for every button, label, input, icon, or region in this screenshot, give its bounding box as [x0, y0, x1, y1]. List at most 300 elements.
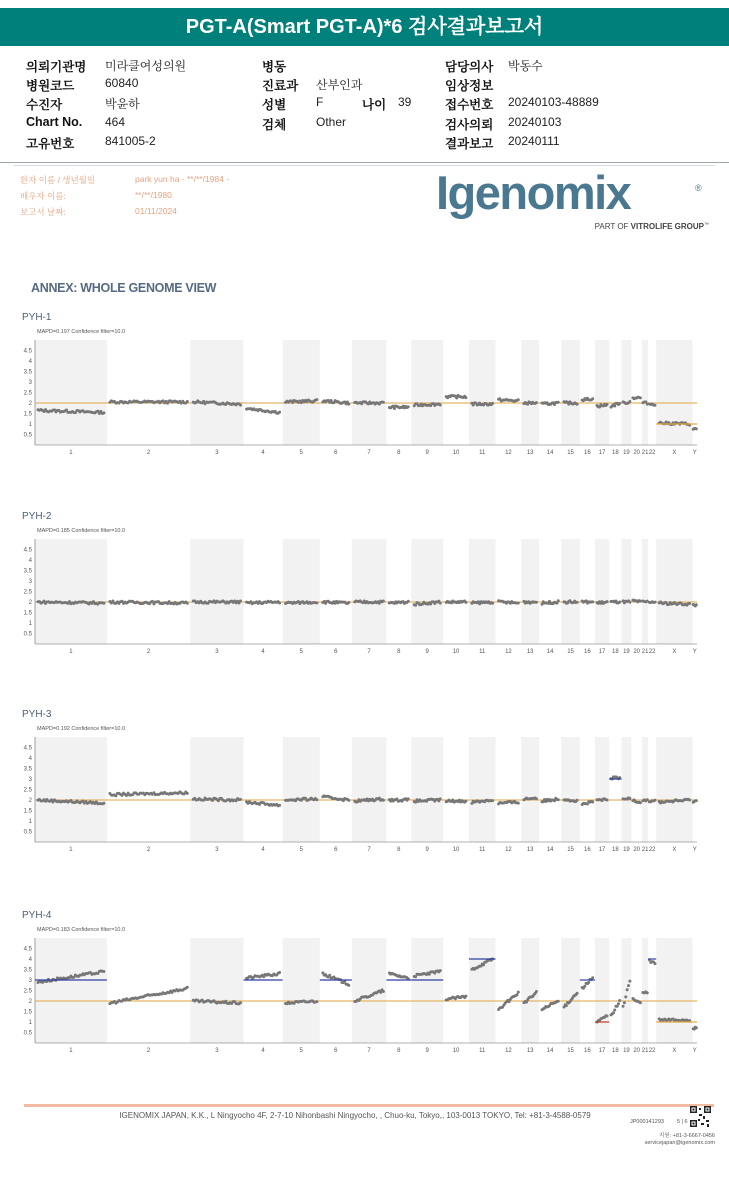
x-tick-label-7: 7 — [367, 847, 371, 853]
points-chr-22 — [648, 600, 657, 604]
x-tick-label-14: 14 — [546, 649, 554, 655]
data-point — [482, 963, 485, 966]
data-point — [557, 798, 560, 801]
y-tick-label: 1.5 — [23, 808, 32, 815]
spouse-name-value: **/**/1980 — [135, 190, 172, 200]
y-tick-label: 1.5 — [23, 610, 32, 617]
data-point — [347, 799, 350, 802]
points-chr-12 — [497, 800, 520, 806]
chromosome-band-X — [656, 938, 692, 1043]
x-tick-label-10: 10 — [452, 450, 460, 456]
x-tick-label-11: 11 — [479, 847, 486, 853]
data-point — [653, 799, 656, 802]
chromosome-band-21 — [642, 737, 648, 842]
data-point — [646, 798, 649, 801]
data-point — [439, 797, 442, 800]
x-tick-label-22: 22 — [648, 1048, 656, 1054]
data-point — [565, 1004, 568, 1007]
data-point — [618, 999, 621, 1002]
x-tick-label-10: 10 — [452, 649, 460, 655]
data-point — [688, 799, 691, 802]
points-chr-Y — [692, 427, 698, 431]
chromosome-band-5 — [283, 938, 320, 1043]
data-point — [382, 990, 385, 993]
points-chr-22 — [648, 799, 657, 804]
chromosome-band-21 — [642, 938, 648, 1043]
chromosome-band-9 — [411, 938, 443, 1043]
chromosome-band-9 — [411, 539, 443, 644]
data-point — [328, 974, 331, 977]
points-chr-4 — [245, 971, 281, 980]
y-tick-label: 1.5 — [23, 411, 32, 418]
chromosome-band-19 — [622, 737, 632, 842]
x-tick-label-20: 20 — [633, 450, 641, 456]
footer-email[interactable]: servicejapan@igenomix.com — [644, 1140, 715, 1146]
data-point — [114, 794, 117, 797]
x-tick-label-6: 6 — [334, 450, 338, 456]
points-chr-Y — [692, 1026, 698, 1031]
x-tick-label-21: 21 — [641, 1048, 649, 1054]
points-chr-10 — [445, 599, 468, 604]
x-tick-label-7: 7 — [367, 450, 371, 456]
y-tick-label: 2.5 — [23, 787, 32, 794]
x-tick-label-13: 13 — [526, 847, 534, 853]
chromosome-band-1 — [35, 340, 107, 445]
data-point — [517, 601, 520, 604]
x-tick-label-14: 14 — [546, 450, 554, 456]
y-tick-label: 0.5 — [23, 1030, 32, 1037]
label-patient: 수진자 — [26, 98, 63, 112]
points-chr-8 — [388, 600, 410, 605]
data-point — [186, 400, 189, 403]
points-chr-16 — [581, 976, 595, 989]
chromosome-band-19 — [622, 340, 632, 445]
data-point — [591, 800, 594, 803]
y-tick-label: 4.5 — [23, 348, 32, 355]
data-point — [439, 404, 442, 407]
data-point — [535, 401, 538, 404]
y-tick-label: 2.5 — [23, 589, 32, 596]
y-tick-label: 3.5 — [23, 766, 32, 773]
data-point — [646, 991, 649, 994]
points-chr-20 — [631, 599, 641, 604]
x-tick-label-5: 5 — [299, 1048, 303, 1054]
chromosome-band-17 — [595, 737, 609, 842]
chromosome-band-9 — [411, 340, 443, 445]
data-point — [278, 971, 281, 974]
data-point — [653, 601, 656, 604]
x-tick-label-15: 15 — [567, 450, 574, 456]
data-point — [278, 602, 281, 605]
x-tick-label-2: 2 — [146, 847, 151, 853]
x-tick-label-X: X — [672, 649, 677, 655]
data-point — [186, 986, 189, 989]
chromosome-band-1 — [35, 539, 107, 644]
data-point — [576, 992, 579, 995]
x-tick-label-7: 7 — [367, 649, 371, 655]
footer-tel: 지원: +81-3-6667-0456 — [658, 1133, 715, 1139]
genome-chart-pyh-4 — [0, 904, 729, 1074]
points-chr-10 — [445, 394, 468, 400]
x-tick-label-14: 14 — [546, 1048, 554, 1054]
data-point — [414, 604, 417, 607]
data-point — [628, 601, 631, 604]
x-tick-label-22: 22 — [648, 847, 656, 853]
value-unique-id: 841005-2 — [105, 134, 156, 148]
y-tick-label: 2 — [28, 798, 32, 804]
data-point — [628, 980, 631, 983]
data-point — [622, 1005, 625, 1008]
x-tick-label-15: 15 — [567, 649, 574, 655]
data-point — [591, 600, 594, 603]
x-tick-label-11: 11 — [479, 1048, 486, 1054]
report-date-label: 보고서 날짜: — [20, 207, 66, 217]
label-request-date: 검사의뢰 — [445, 118, 494, 132]
data-point — [407, 797, 410, 800]
label-institution: 의뢰기관명 — [26, 60, 87, 74]
patient-info-table — [0, 54, 729, 152]
data-point — [239, 1001, 242, 1004]
chromosome-band-5 — [283, 340, 320, 445]
data-point — [628, 400, 631, 403]
points-chr-16 — [581, 800, 595, 806]
data-point — [517, 802, 520, 805]
x-tick-label-X: X — [672, 847, 677, 853]
section-divider-thin — [14, 165, 715, 166]
x-tick-label-14: 14 — [546, 847, 554, 853]
data-point — [626, 988, 629, 991]
x-tick-label-15: 15 — [567, 1048, 574, 1054]
y-tick-label: 0.5 — [23, 631, 32, 638]
genome-chart-pyh-2 — [0, 505, 729, 675]
x-tick-label-9: 9 — [425, 1048, 429, 1054]
points-chr-10 — [445, 995, 468, 1002]
data-point — [628, 797, 631, 800]
x-tick-label-11: 11 — [479, 450, 486, 456]
chromosome-band-7 — [352, 340, 387, 445]
x-tick-label-18: 18 — [612, 450, 619, 456]
y-tick-label: 2.5 — [23, 988, 32, 995]
label-unique-id: 고유번호 — [26, 137, 75, 151]
data-point — [464, 799, 467, 802]
x-tick-label-3: 3 — [215, 450, 219, 456]
x-tick-label-16: 16 — [584, 1048, 591, 1054]
data-point — [613, 404, 616, 407]
data-point — [102, 802, 105, 805]
data-point — [557, 599, 560, 602]
x-tick-label-4: 4 — [261, 1048, 265, 1054]
points-chr-10 — [445, 798, 468, 803]
spouse-name-label: 배우자 이름: — [20, 191, 66, 201]
chromosome-band-19 — [622, 539, 632, 644]
value-specimen: Other — [316, 115, 347, 129]
x-tick-label-16: 16 — [584, 450, 591, 456]
data-point — [606, 1015, 609, 1018]
x-tick-label-X: X — [672, 1048, 677, 1054]
points-chr-2 — [108, 790, 188, 797]
data-point — [515, 993, 518, 996]
value-institution: 미라클여성의원 — [105, 59, 187, 73]
data-point — [347, 601, 350, 604]
y-tick-label: 0.5 — [23, 829, 32, 836]
chromosome-band-X — [656, 340, 692, 445]
chromosome-band-1 — [35, 938, 107, 1043]
data-point — [606, 799, 609, 802]
igenomix-logo — [436, 172, 716, 232]
points-chr-16 — [581, 599, 595, 604]
data-point — [315, 602, 318, 605]
logo-tagline: PART OF VITROLIFE GROUP™ — [594, 222, 709, 231]
data-point — [315, 1000, 318, 1003]
label-chart-no: Chart No. — [26, 115, 83, 129]
data-point — [278, 804, 281, 807]
chromosome-band-3 — [190, 340, 243, 445]
sample-title: PYH-3 — [22, 709, 52, 720]
x-tick-label-Y: Y — [692, 450, 697, 456]
data-point — [606, 600, 609, 603]
chromosome-band-3 — [190, 737, 243, 842]
mapd-label: MAPD=0.197 Confidence filter=10.0 — [37, 329, 126, 335]
x-tick-label-12: 12 — [505, 847, 512, 853]
chromosome-band-17 — [595, 539, 609, 644]
chromosome-band-13 — [521, 539, 539, 644]
chromosome-band-1 — [35, 737, 107, 842]
data-point — [439, 602, 442, 605]
data-point — [535, 990, 538, 993]
value-chart-no: 464 — [105, 115, 126, 129]
y-tick-label: 4.5 — [23, 547, 32, 554]
x-tick-label-7: 7 — [367, 1048, 371, 1054]
genome-chart-pyh-3 — [0, 703, 729, 873]
data-point — [695, 799, 698, 802]
data-point — [576, 799, 579, 802]
x-tick-label-6: 6 — [334, 649, 338, 655]
data-point — [612, 1011, 615, 1014]
x-tick-label-16: 16 — [584, 649, 591, 655]
x-tick-label-21: 21 — [641, 649, 649, 655]
qr-code-icon — [690, 1106, 711, 1127]
data-point — [315, 798, 318, 801]
data-point — [557, 1000, 560, 1003]
x-tick-label-11: 11 — [479, 649, 486, 655]
data-point — [239, 404, 242, 407]
points-chr-18 — [610, 775, 622, 780]
points-chr-8 — [388, 797, 410, 802]
mapd-label: MAPD=0.185 Confidence filter=10.0 — [37, 528, 126, 534]
points-chr-18 — [610, 999, 622, 1016]
chromosome-band-15 — [561, 340, 580, 445]
chromosome-band-21 — [642, 340, 648, 445]
x-tick-label-19: 19 — [623, 450, 630, 456]
x-tick-label-17: 17 — [598, 450, 606, 456]
patient-name-label: 환자 이름 / 생년월일 — [20, 175, 96, 185]
data-point — [491, 402, 494, 405]
value-hospital-code: 60840 — [105, 76, 139, 90]
x-tick-label-3: 3 — [215, 847, 219, 853]
points-chr-8 — [388, 405, 410, 410]
y-tick-label: 4 — [28, 558, 32, 564]
chromosome-band-11 — [469, 737, 496, 842]
x-tick-label-20: 20 — [633, 649, 641, 655]
chromosome-band-15 — [561, 938, 580, 1043]
chromosome-band-5 — [283, 539, 320, 644]
chromosome-band-3 — [190, 938, 243, 1043]
y-tick-label: 1 — [28, 819, 32, 825]
value-patient: 박윤하 — [105, 97, 140, 111]
data-point — [591, 397, 594, 400]
sample-title: PYH-4 — [22, 910, 52, 921]
label-hospital-code: 병원코드 — [26, 79, 75, 93]
x-tick-label-18: 18 — [612, 649, 619, 655]
x-tick-label-X: X — [672, 450, 677, 456]
points-chr-4 — [245, 600, 281, 605]
chromosome-band-X — [656, 539, 692, 644]
x-tick-label-1: 1 — [69, 1048, 73, 1054]
y-tick-label: 3 — [28, 978, 32, 984]
x-tick-label-6: 6 — [334, 1048, 338, 1054]
chromosome-band-11 — [469, 340, 496, 445]
x-tick-label-8: 8 — [397, 1048, 401, 1054]
y-tick-label: 4 — [28, 756, 32, 762]
x-tick-label-1: 1 — [69, 847, 73, 853]
x-tick-label-2: 2 — [146, 649, 151, 655]
x-tick-label-1: 1 — [69, 450, 73, 456]
logo-registered-mark: ® — [695, 183, 702, 193]
y-tick-label: 1 — [28, 422, 32, 428]
chromosome-band-15 — [561, 539, 580, 644]
x-tick-label-10: 10 — [452, 847, 460, 853]
points-chr-14 — [541, 797, 560, 804]
x-tick-label-2: 2 — [146, 450, 151, 456]
data-point — [695, 603, 698, 606]
label-accession-no: 접수번호 — [445, 98, 494, 112]
y-tick-label: 0.5 — [23, 432, 32, 439]
y-tick-label: 2 — [28, 401, 32, 407]
chromosome-band-7 — [352, 539, 387, 644]
data-point — [102, 970, 105, 973]
chromosome-band-13 — [521, 340, 539, 445]
x-tick-label-20: 20 — [633, 847, 641, 853]
data-point — [347, 403, 350, 406]
x-tick-label-17: 17 — [598, 649, 606, 655]
sample-title: PYH-2 — [22, 511, 52, 522]
x-tick-label-22: 22 — [648, 649, 656, 655]
chromosome-band-15 — [561, 737, 580, 842]
y-tick-label: 3.5 — [23, 568, 32, 575]
logo-wordmark: Igenomix — [436, 172, 631, 219]
x-tick-label-4: 4 — [261, 649, 265, 655]
label-doctor: 담당의사 — [445, 60, 494, 74]
x-tick-label-5: 5 — [299, 649, 303, 655]
points-chr-6 — [321, 600, 350, 605]
x-tick-label-16: 16 — [584, 847, 591, 853]
data-point — [623, 1001, 626, 1004]
x-tick-label-17: 17 — [598, 1048, 606, 1054]
x-tick-label-5: 5 — [299, 847, 303, 853]
label-clinical-info: 임상정보 — [445, 79, 494, 93]
chromosome-band-11 — [469, 938, 496, 1043]
x-tick-label-8: 8 — [397, 847, 401, 853]
footer-divider — [24, 1104, 714, 1107]
data-point — [618, 601, 621, 604]
points-chr-20 — [631, 798, 641, 804]
footer-contact — [625, 1133, 715, 1147]
x-tick-label-Y: Y — [692, 1048, 697, 1054]
data-point — [576, 601, 579, 604]
data-point — [315, 398, 318, 401]
points-chr-6 — [321, 794, 350, 802]
x-tick-label-15: 15 — [567, 847, 574, 853]
label-report-date: 결과보고 — [445, 137, 494, 151]
data-point — [239, 798, 242, 801]
data-point — [557, 401, 560, 404]
data-point — [491, 799, 494, 802]
y-tick-label: 3 — [28, 777, 32, 783]
data-point — [517, 991, 520, 994]
x-tick-label-3: 3 — [215, 649, 219, 655]
value-accession-no: 20240103-48889 — [508, 95, 599, 109]
x-tick-label-18: 18 — [612, 1048, 619, 1054]
data-point — [439, 969, 442, 972]
data-point — [695, 427, 698, 430]
section-divider — [0, 162, 729, 163]
y-tick-label: 1 — [28, 1020, 32, 1026]
data-point — [576, 403, 579, 406]
page-number: 5 | 6 — [677, 1119, 688, 1125]
points-chr-6 — [321, 399, 350, 406]
data-point — [407, 600, 410, 603]
mapd-label: MAPD=0.192 Confidence filter=10.0 — [37, 726, 126, 732]
data-point — [186, 792, 189, 795]
y-tick-label: 4.5 — [23, 745, 32, 752]
chromosome-band-5 — [283, 737, 320, 842]
chromosome-band-9 — [411, 737, 443, 842]
x-tick-label-19: 19 — [623, 847, 630, 853]
x-tick-label-4: 4 — [261, 847, 265, 853]
y-tick-label: 2.5 — [23, 390, 32, 397]
x-tick-label-1: 1 — [69, 649, 73, 655]
data-point — [583, 985, 586, 988]
value-report-date: 20240111 — [508, 134, 560, 148]
y-tick-label: 3.5 — [23, 369, 32, 376]
chromosome-band-X — [656, 737, 692, 842]
label-age: 나이 — [362, 98, 387, 112]
chromosome-band-7 — [352, 737, 387, 842]
points-chr-12 — [497, 397, 520, 403]
report-title: PGT-A(Smart PGT-A)*6 검사결과보고서 — [0, 8, 729, 46]
x-tick-label-17: 17 — [598, 847, 606, 853]
y-tick-label: 1.5 — [23, 1009, 32, 1016]
points-chr-2 — [108, 986, 188, 1005]
data-point — [688, 602, 691, 605]
points-chr-12 — [497, 599, 520, 604]
points-chr-Y — [692, 603, 698, 607]
patient-name-value: park yun ha - **/**/1984 - — [135, 174, 230, 184]
x-tick-label-10: 10 — [452, 1048, 460, 1054]
data-point — [639, 801, 642, 804]
data-point — [639, 1001, 642, 1004]
x-tick-label-6: 6 — [334, 847, 338, 853]
x-tick-label-3: 3 — [215, 1048, 219, 1054]
data-point — [591, 976, 594, 979]
points-chr-6 — [321, 971, 350, 986]
x-tick-label-12: 12 — [505, 1048, 512, 1054]
x-tick-label-9: 9 — [425, 649, 429, 655]
chromosome-band-17 — [595, 938, 609, 1043]
y-tick-label: 3 — [28, 380, 32, 386]
points-chr-18 — [610, 599, 622, 604]
y-tick-label: 4.5 — [23, 946, 32, 953]
